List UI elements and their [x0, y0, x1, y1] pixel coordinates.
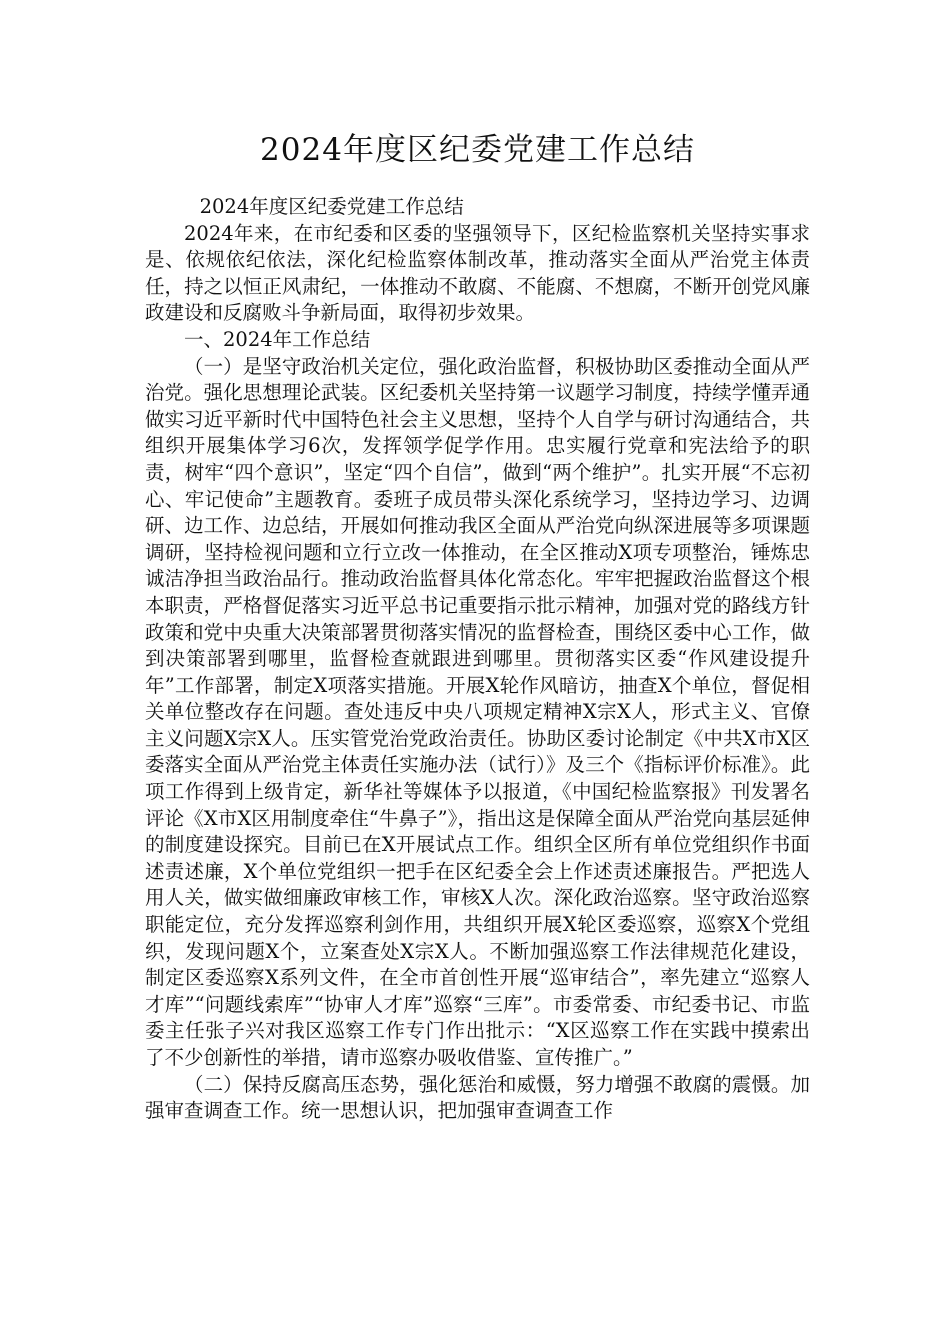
section-paragraph-1: （一）是坚守政治机关定位，强化政治监督，积极协助区委推动全面从严治党。强化思想理论武装。区纪委机关坚持第一议题学习制度，持续学懂弄通做实习近平新时代中国特色社会主义思想，坚持个人自学与研讨沟通结合，共组织开展集体学习6次，发挥领学促学作用。忠实履行党章和宪法给予的职责，树牢“四个意识”，坚定“四个自信”，做到“两个维护”。扎实开展“不忘初心、牢记使命”主题教育。委班子成员带头深化系统学习，坚持边学习、边调研、边工作、边总结，开展如何推动我区全面从严治党向纵深进展等多项课题调研，坚持检视问题和立行立改一体推动，在全区推动X项专项整治，锤炼忠诚洁净担当政治品行。推动政治监督具体化常态化。牢牢把握政治监督这个根本职责，严格督促落实习近平总书记重要指示批示精神，加强对党的路线方针政策和党中央重大决策部署贯彻落实情况的监督检查，围绕区委中心工作，做到决策部署到哪里，监督检查就跟进到哪里。贯彻落实区委“作风建设提升年”工作部署，制定X项落实措施。开展X轮作风暗访，抽查X个单位，督促相关单位整改存在问题。查处违反中央八项规定精神X宗X人，形式主义、官僚主义问题X宗X人。压实管党治党政治责任。协助区委讨论制定《中共X市X区委落实全面从严治党主体责任实施办法（试行）》及三个《指标评价标准》。此项工作得到上级肯定，新华社等媒体予以报道，《中国纪检监察报》刊发署名评论《X市X区用制度牵住“牛鼻子”》，指出这是保障全面从严治党向基层延伸的制度建设探究。目前已在X开展试点工作。组织全区所有单位党组织作书面述责述廉，X个单位党组织一把手在区纪委全会上作述责述廉报告。严把选人用人关，做实做细廉政审核工作，审核X人次。深化政治巡察。坚守政治巡察职能定位，充分发挥巡察利剑作用，共组织开展X轮区委巡察，巡察X个党组织，发现问题X个，立案查处X宗X人。不断加强巡察工作法律规范化建设，制定区委巡察X系列文件，在全市首创性开展“巡审结合”，率先建立“巡察人才库”“问题线索库”“协审人才库”巡察“三库”。市委常委、市纪委书记、市监委主任张子兴对我区巡察工作专门作出批示：“X区巡察工作在实践中摸索出了不少创新性的举措，请市巡察办吸收借鉴、宣传推广。” [145, 354, 810, 1069]
document-subtitle: 2024年度区纪委党建工作总结 [199, 195, 464, 218]
section-heading: 一、2024年工作总结 [184, 327, 371, 351]
document-body [145, 194, 810, 1125]
section-paragraph-2: （二）保持反腐高压态势，强化惩治和威慑，努力增强不敢腐的震慑。加强审查调查工作。统一思想认识，把加强审查调查工作 [145, 1072, 810, 1123]
document-title: 2024年度区纪委党建工作总结 [260, 132, 695, 168]
intro-paragraph: 2024年来，在市纪委和区委的坚强领导下，区纪检监察机关坚持实事求是、依规依纪依法，深化纪检监察体制改革，推动落实全面从严治党主体责任，持之以恒正风肃纪，一体推动不敢腐、不能腐、不想腐，不断开创党风廉政建设和反腐败斗争新局面，取得初步效果。 [145, 221, 810, 325]
